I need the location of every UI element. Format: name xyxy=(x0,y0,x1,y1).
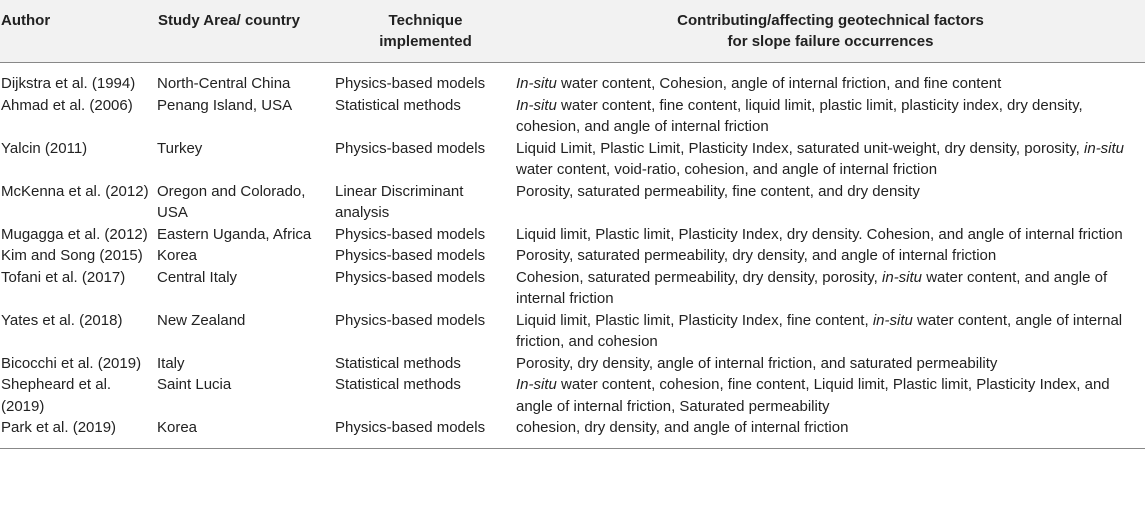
table-row xyxy=(0,353,1145,375)
cell-study-area: Eastern Uganda, Africa xyxy=(157,225,312,243)
factors-text: Porosity, dry density, angle of internal friction, and saturated permeability xyxy=(516,354,998,372)
cell-technique: Physics-based models xyxy=(335,225,486,243)
factors-text: water content, void-ratio, cohesion, and angle of internal friction xyxy=(516,161,938,178)
cell-author: Yalcin (2011) xyxy=(1,139,88,157)
header-technique-line2: implemented xyxy=(379,33,472,50)
cell-technique: Physics-based models xyxy=(335,247,486,264)
factors-text: Porosity, saturated permeability, dry density, and angle of internal friction xyxy=(516,247,997,264)
factors-text: Liquid limit, Plastic limit, Plasticity Index, dry density. Cohesion, and angle of internal friction xyxy=(516,225,1123,243)
cell-author: Shepheard et al. (2019) xyxy=(1,376,112,415)
factors-text: cohesion, dry density, and angle of internal friction xyxy=(516,419,849,436)
cell-study-area: North-Central China xyxy=(157,75,291,92)
cell-factors xyxy=(516,417,1145,448)
cell-factors xyxy=(516,374,1145,417)
cell-technique: Physics-based models xyxy=(335,139,486,157)
cell-factors xyxy=(516,267,1145,310)
factors-italic-term: In-situ xyxy=(516,75,557,92)
cell-author: Bicocchi et al. (2019) xyxy=(1,354,142,372)
cell-technique: Statistical methods xyxy=(335,376,461,393)
table-row xyxy=(0,310,1145,353)
table-row xyxy=(0,374,1145,417)
header-technique-line1: Technique xyxy=(388,12,463,29)
cell-factors xyxy=(516,224,1145,246)
header-author: Author xyxy=(1,12,51,29)
factors-italic-term: in-situ xyxy=(882,268,923,286)
header-technique xyxy=(335,0,516,63)
cell-technique: Physics-based models xyxy=(335,268,486,286)
table-row xyxy=(0,417,1145,448)
cell-technique: Statistical methods xyxy=(335,354,461,372)
factors-text: water content, fine content, liquid limit, plastic limit, plasticity index, dry density, cohesion, and angle of internal friction xyxy=(516,96,1083,135)
cell-factors xyxy=(516,245,1145,267)
table-row xyxy=(0,245,1145,267)
table-header xyxy=(0,0,1145,63)
cell-study-area: Central Italy xyxy=(157,268,238,286)
cell-factors xyxy=(516,138,1145,181)
table-row xyxy=(0,95,1145,138)
cell-study-area: Saint Lucia xyxy=(157,376,232,393)
cell-study-area: Korea xyxy=(157,247,198,264)
factors-italic-term: In-situ xyxy=(516,96,557,114)
factors-italic-term: in-situ xyxy=(1084,139,1125,157)
cell-author: Mugagga et al. (2012) xyxy=(1,225,148,243)
header-factors xyxy=(516,0,1145,63)
table-row xyxy=(0,181,1145,224)
cell-factors xyxy=(516,95,1145,138)
cell-author: Park et al. (2019) xyxy=(1,419,117,436)
table-row xyxy=(0,267,1145,310)
header-row xyxy=(0,0,1145,63)
cell-factors xyxy=(516,63,1145,95)
cell-technique: Statistical methods xyxy=(335,96,461,114)
cell-study-area: Italy xyxy=(157,354,185,372)
cell-technique: Physics-based models xyxy=(335,75,486,92)
factors-text-pre: Liquid Limit, Plastic Limit, Plasticity Index, saturated unit-weight, dry density, porosity, xyxy=(516,139,1085,157)
factors-italic-term: In-situ xyxy=(516,376,557,393)
table-row xyxy=(0,63,1145,95)
cell-technique: Linear Discriminant analysis xyxy=(335,182,464,221)
cell-author: Dijkstra et al. (1994) xyxy=(1,75,136,92)
header-factors-line2: for slope failure occurrences xyxy=(727,33,934,50)
factors-text: water content, and angle of internal friction xyxy=(516,268,1108,307)
factors-text: water content, cohesion, fine content, Liquid limit, Plastic limit, Plasticity Index, and angle of internal friction, Saturated permeability xyxy=(516,376,1110,415)
cell-factors xyxy=(516,310,1145,353)
cell-study-area: Oregon and Colorado, USA xyxy=(157,182,306,221)
cell-author: Tofani et al. (2017) xyxy=(1,268,126,286)
cell-technique: Physics-based models xyxy=(335,311,486,329)
cell-study-area: Penang Island, USA xyxy=(157,96,293,114)
factors-text: water content, angle of internal friction, and cohesion xyxy=(516,311,1123,350)
table-row xyxy=(0,224,1145,246)
factors-text: water content, Cohesion, angle of internal friction, and fine content xyxy=(556,75,1002,92)
cell-author: Yates et al. (2018) xyxy=(1,311,123,329)
cell-author: Ahmad et al. (2006) xyxy=(1,96,133,114)
table-row xyxy=(0,138,1145,181)
header-study-area: Study Area/ country xyxy=(158,12,300,29)
cell-author: McKenna et al. (2012) xyxy=(1,182,149,200)
cell-factors xyxy=(516,353,1145,375)
table-body xyxy=(0,63,1145,449)
factors-text-pre: Liquid limit, Plastic limit, Plasticity Index, fine content, xyxy=(516,311,873,329)
cell-study-area: Korea xyxy=(157,419,198,436)
cell-technique: Physics-based models xyxy=(335,419,486,436)
cell-study-area: Turkey xyxy=(157,139,203,157)
factors-text-pre: Cohesion, saturated permeability, dry density, porosity, xyxy=(516,268,883,286)
factors-text: Porosity, saturated permeability, fine content, and dry density xyxy=(516,182,920,200)
header-factors-line1: Contributing/affecting geotechnical factors xyxy=(677,12,984,29)
cell-study-area: New Zealand xyxy=(157,311,246,329)
factors-italic-term: in-situ xyxy=(872,311,913,329)
cell-factors xyxy=(516,181,1145,224)
cell-author: Kim and Song (2015) xyxy=(1,247,143,264)
